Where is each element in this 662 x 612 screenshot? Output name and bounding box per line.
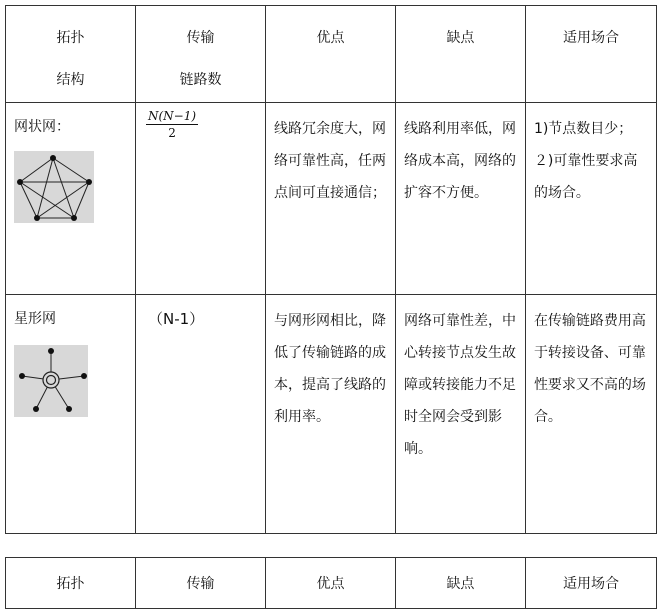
disadvantages-text: 网络可靠性差，中心转接节点发生故障或转接能力不足时全网会受到影响。	[403, 313, 516, 457]
applications-text: 1)节点数目少；２)可靠性要求高的场合。	[533, 121, 638, 201]
header-text: 拓扑	[56, 30, 85, 46]
advantages-cell	[265, 295, 395, 534]
header-cell-advantages: 优点	[265, 558, 395, 609]
topology-comparison-table-continued	[5, 557, 657, 609]
header-cell-applications: 适用场合	[525, 558, 656, 609]
advantages-text: 线路冗余度大，网络可靠性高，任两点间可直接通信；	[273, 121, 386, 201]
table-header-row	[6, 6, 657, 103]
topology-name: 网状网：	[14, 119, 70, 135]
header-text: 结构	[56, 72, 85, 88]
table-row	[6, 295, 657, 534]
topology-cell	[6, 295, 136, 534]
header-cell-advantages	[265, 6, 395, 103]
header-cell-applications	[525, 6, 656, 103]
formula-numerator: N(N−1)	[147, 109, 197, 123]
formula-denominator: 2	[168, 126, 176, 140]
header-cell-links: 传输	[135, 558, 265, 609]
header-cell-topology: 拓扑	[6, 558, 136, 609]
links-count: （N-1）	[147, 310, 205, 328]
advantages-text: 与网形网相比，降低了传输链路的成本，提高了线路的利用率。	[273, 313, 386, 425]
mesh-topology-icon	[14, 151, 94, 223]
header-cell-disadvantages: 缺点	[395, 558, 525, 609]
topology-cell	[6, 103, 136, 295]
disadvantages-text: 线路利用率低，网络成本高，网络的扩容不方便。	[403, 121, 516, 201]
applications-cell	[525, 295, 656, 534]
header-text: 优点	[316, 30, 345, 46]
applications-text: 在传输链路费用高于转接设备、可靠性要求又不高的场合。	[533, 313, 646, 425]
links-formula	[136, 103, 265, 140]
header-cell-topology	[6, 6, 136, 103]
header-text: 传输	[186, 30, 215, 46]
table-row	[6, 103, 657, 295]
header-text: 缺点	[446, 30, 475, 46]
header-text: 适用场合	[562, 30, 619, 46]
header-text: 链路数	[179, 72, 222, 88]
header-cell-links	[135, 6, 265, 103]
disadvantages-cell	[395, 295, 525, 534]
topology-name: 星形网	[14, 311, 56, 327]
disadvantages-cell	[395, 103, 525, 295]
topology-comparison-table	[5, 5, 657, 534]
links-cell	[135, 103, 265, 295]
star-topology-icon	[14, 345, 88, 417]
header-cell-disadvantages	[395, 6, 525, 103]
table-header-row	[6, 558, 657, 609]
advantages-cell	[265, 103, 395, 295]
links-cell	[135, 295, 265, 534]
applications-cell	[525, 103, 656, 295]
